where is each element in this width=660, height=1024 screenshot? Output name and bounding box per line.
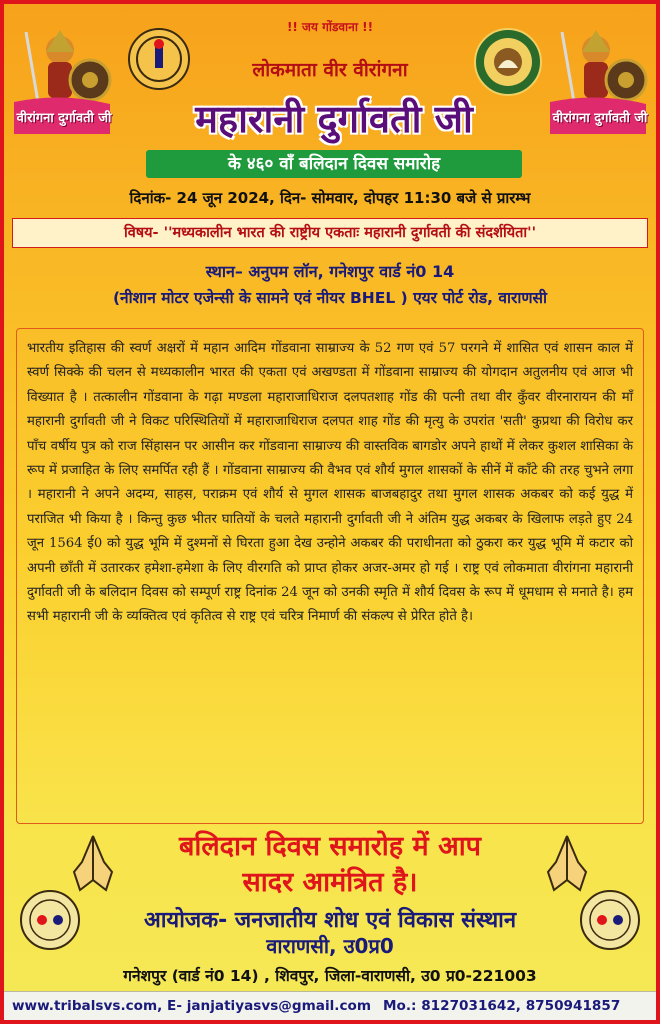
footer-phones: Mo.: 8127031642, 8750941857 — [383, 998, 621, 1014]
footer-contact[interactable]: www.tribalsvs.com, E- janjatiyasvs@gmail.com — [12, 998, 372, 1014]
organizer-line-1: आयोजक- जनजातीय शोध एवं विकास संस्थान — [143, 908, 517, 933]
organizer-address: गनेशपुर (वार्ड नं0 14) , शिवपुर, जिला-वाराणसी, उ0 प्र0-221003 — [123, 967, 537, 985]
organizer-line-2: वाराणसी, उ0प्र0 — [266, 934, 394, 958]
topic-strip: विषय- ''मध्यकालीन भारत की राष्ट्रीय एकताः महारानी दुर्गावती की संदर्शयिता'' — [12, 218, 648, 248]
venue-line-2: (नीशान मोटर एजेन्सी के सामने एवं नीयर BHEL ) एयर पोर्ट रोड, वाराणसी — [112, 289, 548, 307]
subtitle: लोकमाता वीर वीरांगना — [252, 59, 408, 81]
footer-bar — [4, 991, 656, 1020]
slogan: !! जय गोंडवाना !! — [286, 20, 374, 34]
invitation-line-1: बलिदान दिवस समारोह में आप — [178, 831, 482, 862]
invitation-line-2: सादर आमंत्रित है। — [242, 867, 418, 898]
venue-line-1: स्थान– अनुपम लॉन, गनेशपुर वार्ड नं0 14 — [205, 262, 455, 281]
date-line: दिनांक- 24 जून 2024, दिन- सोमवार, दोपहर 11:30 बजे से प्रारम्भ — [129, 189, 531, 207]
title-box — [124, 88, 544, 150]
body-paragraph: भारतीय इतिहास की स्वर्ण अक्षरों में महान आदिम गोंडवाना साम्राज्य के 52 गण एवं 57 परगने में शासित एवं शासन काल में स्वर्ण सिक्के की चलन से मध्यकालीन भारत की एकता एवं अखण्डता में गोंडवाना साम्राज्य की योगदान अतुलनीय एवं आज भी विख्यात है । तत्कालीन गोंडवाना के गढ़ा मण्डला महाराजाधिराज दलपतशाह गोंड की पत्नी तथा वीर कुँवर वीरनारायन की माँ महारानी दुर्गावती जी ने विकट परिस्थितियों में महाराजाधिराज दलपत शाह गोंड की मृत्यु के उपरांत 'सती' कुप्रथा की विरोध कर पाँच वर्षीय पुत्र को राज सिंहासन पर आसीन कर गोंडवाना साम्राज्य की वास्तविक बागडोर अपने हाथों में लेकर कुशल शासिका के रूप में प्रजाहित के लिए समर्पित रही हैं । गोंडवाना साम्राज्य की वैभव एवं शौर्य मुगल शासकों के सीनें में काँटे की तरह चुभने लगा । महारानी ने अपने अदम्य, साहस, पराक्रम एवं शौर्य से मुगल शासक बाजबहादुर तथा मुगल शासक अकबर को कई युद्ध में पराजित भी किया है । किन्तु कुछ भीतर घातियों के चलते महारानी दुर्गावती जी ने अंतिम युद्ध अकबर के खिलाफ लड़ते हुए 24 जून 1564 ई0 को युद्ध भूमि में दुश्मनों से घिरता हुआ देख उन्होने अकबर की पराधीनता को ठुकरा कर युद्ध भूमि में कटार को अपनी छाँती में उतारकर हमेशा-हमेशा के लिए वीरगति को प्राप्त होकर अजर-अमर हो गई । राष्ट्र एवं लोकमाता वीरांगना महारानी दुर्गावती जी के बलिदान दिवस को सम्पूर्ण राष्ट्र दिनांक 24 जून को उनकी स्मृति में शौर्य दिवस के रूप में धूमधाम से मनाते है। हम सभी महारानी जी के व्यक्तित्व एवं कृतित्व से राष्ट्र एवं चरित्र निमार्ण की संकल्प से प्रेरित होते है। — [27, 341, 633, 625]
page-title: महारानी दुर्गावती जी — [195, 96, 473, 141]
body-box — [16, 328, 644, 824]
left-logo-text: वीरांगना दुर्गावती जी — [16, 111, 112, 126]
anniversary-banner: के ४६० वाँ बलिदान दिवस समारोह — [146, 150, 522, 178]
right-logo-text: वीरांगना दुर्गावती जी — [552, 111, 648, 126]
